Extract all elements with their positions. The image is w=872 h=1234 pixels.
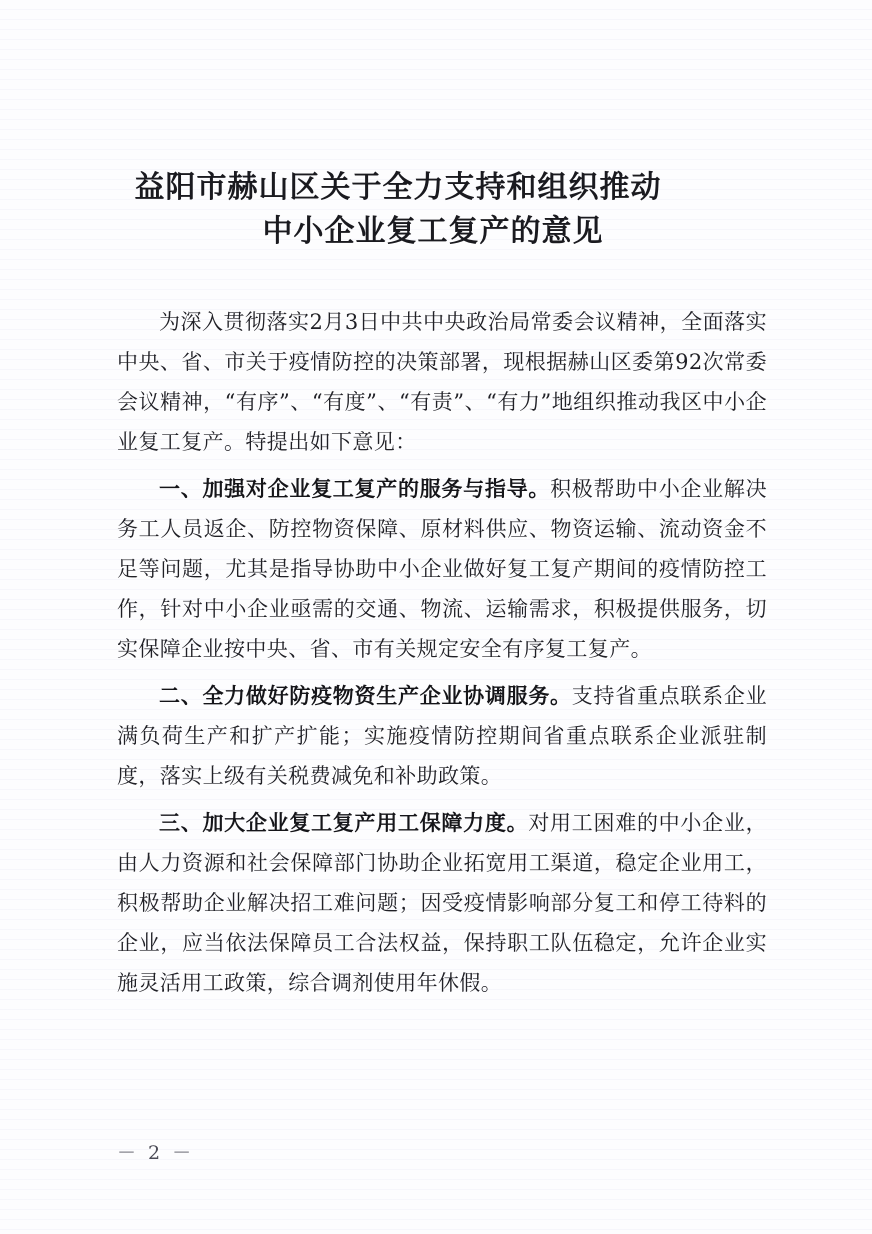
document-title-line-2: 中小企业复工复产的意见	[262, 214, 604, 249]
intro-paragraph: 为深入贯彻落实2月3日中共中央政治局常委会议精神，全面落实中央、省、市关于疫情防控的决策部署，现根据赫山区委第92次常委会议精神，“有序”、“有度”、“有责”、“有力”地组织推动我区中小企业复工复产。特提出如下意见：	[117, 310, 767, 454]
section-paragraph-3	[117, 803, 767, 1003]
section-heading-3: 三、加大企业复工复产用工保障力度。	[159, 810, 529, 835]
section-paragraph-2	[117, 676, 767, 796]
section-paragraph-1	[117, 469, 767, 669]
document-title-line-1: 益阳市赫山区关于全力支持和组织推动	[134, 170, 662, 205]
section-text-3: 对用工困难的中小企业，由人力资源和社会保障部门协助企业拓宽用工渠道，稳定企业用工，积极帮助企业解决招工难问题；因受疫情影响部分复工和停工待料的企业，应当依法保障员工合法权益，保持职工队伍稳定，允许企业实施灵活用工政策，综合调剂使用年休假。	[117, 811, 767, 995]
section-heading-1: 一、加强对企业复工复产的服务与指导。	[159, 476, 551, 501]
section-text-1: 积极帮助中小企业解决务工人员返企、防控物资保障、原材料供应、物资运输、流动资金不足等问题，尤其是指导协助中小企业做好复工复产期间的疫情防控工作，针对中小企业亟需的交通、物流、运输需求，积极提供服务，切实保障企业按中央、省、市有关规定安全有序复工复产。	[117, 477, 768, 661]
section-text-2: 支持省重点联系企业满负荷生产和扩产扩能；实施疫情防控期间省重点联系企业派驻制度，落实上级有关税费减免和补助政策。	[117, 684, 767, 788]
page-number: － 2 －	[117, 1142, 195, 1164]
document-body	[117, 302, 767, 1010]
section-heading-2: 二、全力做好防疫物资生产企业协调服务。	[159, 683, 572, 708]
